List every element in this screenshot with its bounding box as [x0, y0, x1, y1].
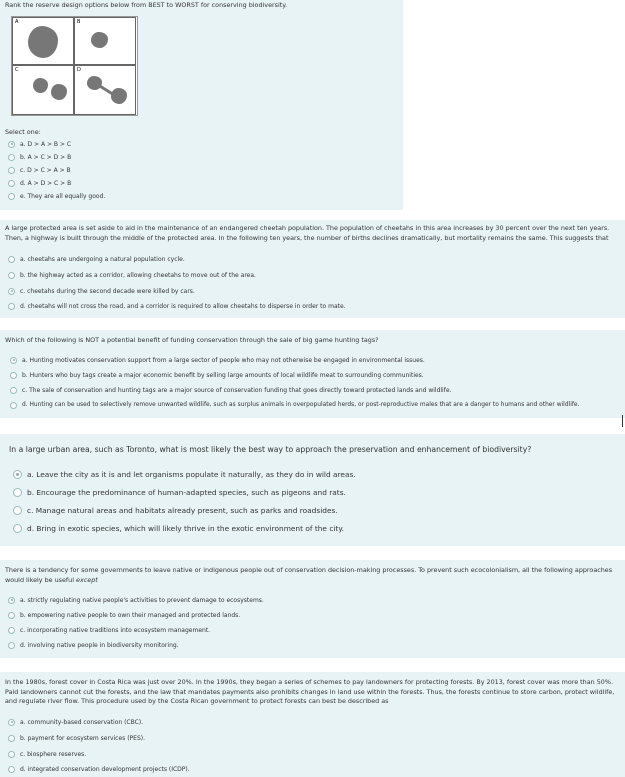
radio-button[interactable]	[8, 288, 15, 295]
option-text: c. D > C > A > B	[20, 166, 71, 174]
q5-option-b[interactable]	[8, 609, 240, 621]
option-text: b. payment for ecosystem services (PES).	[20, 734, 146, 742]
reserve-design-diagram	[11, 16, 138, 116]
option-text: d. Hunting can be used to selectively remove unwanted wildlife, such as surplus animals in overpopulated herds, or post-reproductive males that are a danger to humans and other wildlife.	[22, 402, 580, 408]
question-2	[0, 220, 625, 318]
radio-button[interactable]	[13, 470, 22, 479]
radio-button[interactable]	[8, 272, 15, 279]
q1-option-d[interactable]	[8, 177, 71, 189]
question-2-text: A large protected area is set aside to aid in the maintenance of an endangered cheetah population. The population of cheetahs in this area increases by 30 percent over the next ten years. Then, a highway is built through the middle of the protected area. In the following ten years, the number of births declines dramatically, but mortality remains the same. This suggests that	[5, 224, 610, 242]
diagram-cell-a	[12, 17, 74, 65]
question-1	[0, 0, 403, 210]
q2-option-a[interactable]	[8, 253, 185, 265]
radio-button[interactable]	[8, 303, 15, 310]
radio-button[interactable]	[8, 612, 15, 619]
q3-option-d[interactable]	[10, 399, 579, 411]
question-1-text: Rank the reserve design options below from BEST to WORST for conserving biodiversity.	[5, 1, 288, 9]
q3-option-b[interactable]	[10, 369, 424, 381]
radio-button[interactable]	[8, 627, 15, 634]
option-text: a. strictly regulating native people's activities to prevent damage to ecosystems.	[20, 596, 264, 604]
option-text: c. incorporating native traditions into ecosystem management.	[20, 626, 211, 634]
option-text: a. Hunting motivates conservation support from a large sector of people who may not otherwise be engaged in environmental issues.	[22, 356, 425, 364]
reserve-small-shape	[33, 78, 48, 93]
option-text: e. They are all equally good.	[20, 192, 106, 200]
question-4-text: In a large urban area, such as Toronto, what is most likely the best way to approach the preservation and enhancement of biodiversity?	[9, 445, 532, 454]
option-text: d. cheetahs will not cross the road, and a corridor is required to allow cheetahs to disperse in order to mate.	[20, 302, 346, 310]
reserve-small-shape	[51, 84, 67, 100]
option-text: b. Hunters who buy tags create a major economic benefit by selling large amounts of local wildlife meat to surrounding communities.	[22, 371, 424, 379]
radio-button[interactable]	[10, 372, 17, 379]
diagram-cell-c	[12, 65, 74, 115]
reserve-small-shape	[111, 88, 127, 104]
question-5	[0, 560, 625, 658]
question-3-text: Which of the following is NOT a potential benefit of funding conservation through the sale of big game hunting tags?	[5, 336, 379, 344]
q1-option-b[interactable]	[8, 151, 71, 163]
text-cursor	[622, 415, 623, 427]
select-one-label: Select one:	[5, 128, 41, 136]
option-text: c. Manage natural areas and habitats already present, such as parks and roadsides.	[27, 506, 338, 515]
q6-option-a[interactable]	[8, 716, 143, 728]
question-5-emphasis: except	[76, 575, 98, 584]
radio-button[interactable]	[8, 167, 15, 174]
question-6	[0, 672, 625, 777]
diagram-cell-d	[74, 65, 136, 115]
question-5-text	[5, 566, 621, 585]
diagram-label-d: D	[77, 67, 81, 73]
q1-option-c[interactable]	[8, 164, 71, 176]
diagram-label-a: A	[15, 19, 19, 25]
q5-option-a[interactable]	[8, 594, 264, 606]
reserve-large-shape	[28, 26, 58, 58]
q6-option-b[interactable]	[8, 732, 145, 744]
q5-option-c[interactable]	[8, 624, 210, 636]
q6-option-d[interactable]	[8, 763, 190, 775]
option-text: c. biosphere reserves.	[20, 750, 87, 758]
q4-option-b[interactable]	[13, 485, 346, 500]
radio-button[interactable]	[8, 180, 15, 187]
q5-option-d[interactable]	[8, 639, 179, 651]
q4-option-a[interactable]	[13, 467, 356, 482]
diagram-label-b: B	[77, 19, 81, 25]
radio-button[interactable]	[8, 193, 15, 200]
q2-option-d[interactable]	[8, 300, 346, 312]
question-3	[0, 330, 625, 418]
q2-option-b[interactable]	[8, 269, 256, 281]
option-text: c. cheetahs during the second decade were killed by cars.	[20, 287, 195, 295]
q4-option-d[interactable]	[13, 521, 344, 536]
radio-button[interactable]	[10, 387, 17, 394]
q3-option-c[interactable]	[10, 384, 451, 396]
radio-button[interactable]	[8, 735, 15, 742]
radio-button[interactable]	[10, 357, 17, 364]
radio-button[interactable]	[13, 506, 22, 515]
option-text: d. involving native people in biodiversity monitoring.	[20, 641, 179, 649]
radio-button[interactable]	[8, 642, 15, 649]
q2-option-c[interactable]	[8, 285, 195, 297]
option-text: d. integrated conservation development projects (ICDP).	[20, 765, 190, 773]
option-text: c. The sale of conservation and hunting tags are a major source of conservation funding that goes directly toward protected lands and wildlife.	[22, 386, 452, 394]
radio-button[interactable]	[8, 141, 15, 148]
radio-button[interactable]	[8, 154, 15, 161]
reserve-small-shape	[91, 32, 108, 48]
q1-option-a[interactable]	[8, 138, 71, 150]
q3-option-a[interactable]	[10, 354, 425, 366]
radio-button[interactable]	[13, 488, 22, 497]
radio-button[interactable]	[13, 524, 22, 533]
radio-button[interactable]	[8, 719, 15, 726]
option-text: b. the highway acted as a corridor, allowing cheetahs to move out of the area.	[20, 271, 256, 279]
option-text: a. community-based conservation (CBC).	[20, 718, 144, 726]
option-text: b. A > C > D > B	[20, 153, 72, 161]
option-text: a. cheetahs are undergoing a natural population cycle.	[20, 255, 185, 263]
option-text: b. empowering native people to own their managed and protected lands.	[20, 611, 241, 619]
option-text: d. Bring in exotic species, which will likely thrive in the exotic environment of the city.	[27, 524, 345, 533]
q1-option-e[interactable]	[8, 190, 105, 202]
option-text: b. Encourage the predominance of human-adapted species, such as pigeons and rats.	[27, 488, 346, 497]
option-text: a. D > A > B > C	[20, 140, 72, 148]
option-text: d. A > D > C > B	[20, 179, 72, 187]
radio-button[interactable]	[10, 402, 17, 409]
option-text: a. Leave the city as it is and let organisms populate it naturally, as they do in wild areas.	[27, 470, 356, 479]
q6-option-c[interactable]	[8, 748, 86, 760]
diagram-cell-b	[74, 17, 136, 65]
question-6-text: In the 1980s, forest cover in Costa Rica was just over 20%. In the 1990s, they began a series of schemes to pay landowners for protecting forests. By 2013, forest cover was more than 50%. Paid landowners cannot cut the forests, and the law that mandates payments also prohibits changes in land use within the forests. Thus, the forests continue to store carbon, protect wildlife, and regulate river flow. This procedure used by the Costa Rican government to protect forests can best be described as	[5, 678, 615, 705]
question-5-main: There is a tendency for some governments to leave native or indigenous people out of conservation decision-making processes. To prevent such ecocolonialism, all the following approaches would likely be useful	[5, 566, 613, 584]
radio-button[interactable]	[8, 597, 15, 604]
radio-button[interactable]	[8, 751, 15, 758]
question-4	[0, 434, 625, 546]
diagram-label-c: C	[15, 67, 19, 73]
radio-button[interactable]	[8, 256, 15, 263]
q4-option-c[interactable]	[13, 503, 338, 518]
radio-button[interactable]	[8, 766, 15, 773]
